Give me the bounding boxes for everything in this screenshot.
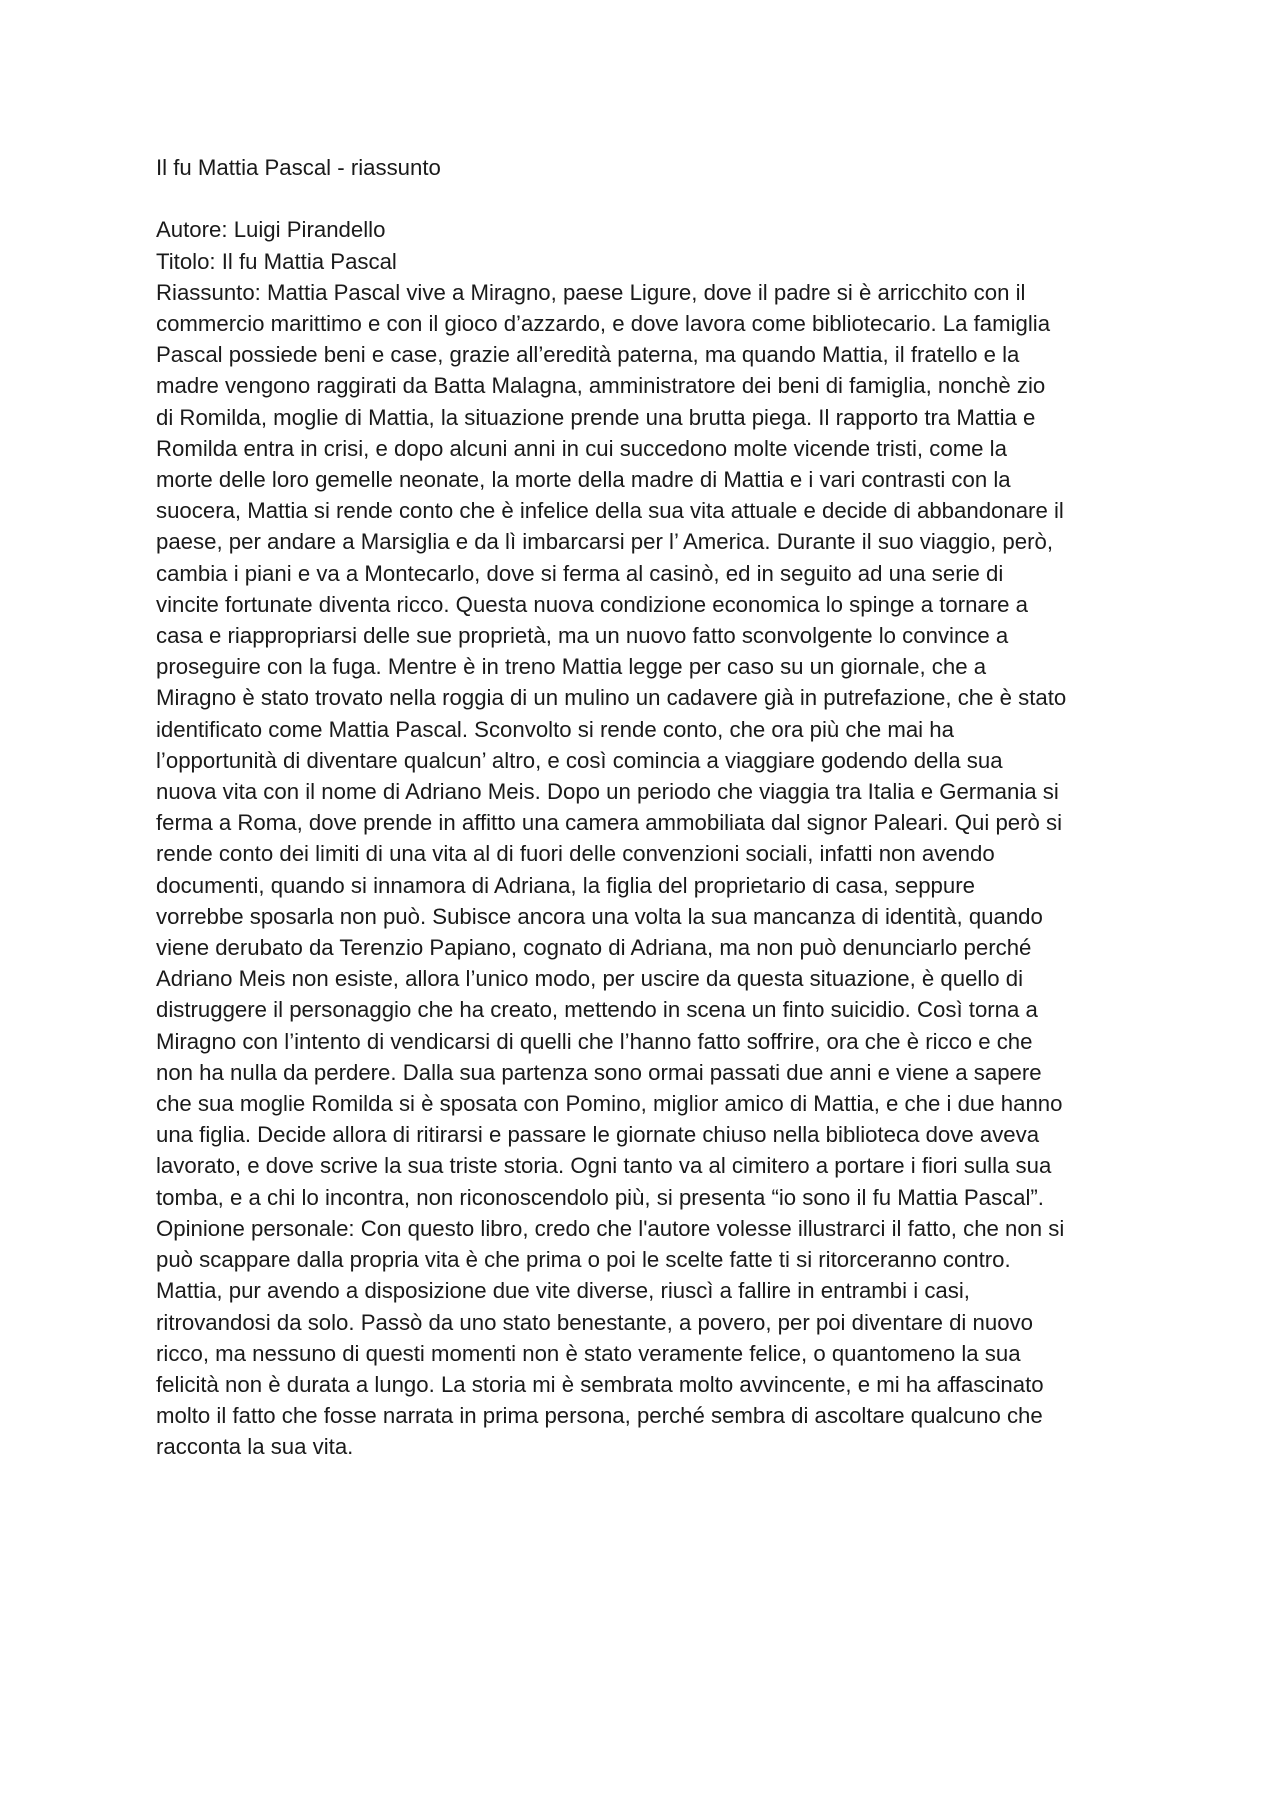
body-line: felicità non è durata a lungo. La storia mi è sembrata molto avvincente, e mi ha affascinato <box>156 1371 1044 1397</box>
body-line: Opinione personale: Con questo libro, credo che l'autore volesse illustrarci il fatto, che non si <box>156 1215 1065 1241</box>
body-line: cambia i piani e va a Montecarlo, dove si ferma al casinò, ed in seguito ad una serie di <box>156 560 1004 586</box>
body-line: viene derubato da Terenzio Papiano, cognato di Adriana, ma non può denunciarlo perché <box>156 935 1032 961</box>
body-line: paese, per andare a Marsiglia e da lì imbarcarsi per l’ America. Durante il suo viaggio, però, <box>156 529 1053 555</box>
body-line: Adriano Meis non esiste, allora l’unico modo, per uscire da questa situazione, è quello di <box>156 966 1024 992</box>
body-line: Pascal possiede beni e case, grazie all’eredità paterna, ma quando Mattia, il fratello e la <box>156 342 1020 368</box>
body-line: identificato come Mattia Pascal. Sconvolto si rende conto, che ora più che mai ha <box>156 716 954 742</box>
document-title: Il fu Mattia Pascal - riassunto <box>156 155 441 180</box>
author-line: Autore: Luigi Pirandello <box>156 217 386 243</box>
body-line: Romilda entra in crisi, e dopo alcuni anni in cui succedono molte vicende tristi, come la <box>156 435 1007 461</box>
body-line: distruggere il personaggio che ha creato, mettendo in scena un finto suicidio. Così torna a <box>156 997 1038 1023</box>
body-line: Miragno è stato trovato nella roggia di un mulino un cadavere già in putrefazione, che è stato <box>156 685 1067 711</box>
body-line: l’opportunità di diventare qualcun’ altro, e così comincia a viaggiare godendo della sua <box>156 747 1003 773</box>
body-line: una figlia. Decide allora di ritirarsi e passare le giornate chiuso nella biblioteca dove aveva <box>156 1122 1040 1148</box>
body-line: può scappare dalla propria vita è che prima o poi le scelte fatte ti si ritorceranno contro. <box>156 1247 1011 1273</box>
summary-body <box>156 277 1146 1463</box>
body-line: che sua moglie Romilda si è sposata con Pomino, miglior amico di Mattia, e che i due hanno <box>156 1091 1063 1117</box>
body-line: vincite fortunate diventa ricco. Questa nuova condizione economica lo spinge a tornare a <box>156 591 1028 617</box>
body-line: madre vengono raggirati da Batta Malagna, amministratore dei beni di famiglia, nonchè zio <box>156 373 1046 399</box>
body-line: nuova vita con il nome di Adriano Meis. Dopo un periodo che viaggia tra Italia e Germania si <box>156 779 1059 805</box>
title-line: Titolo: Il fu Mattia Pascal <box>156 248 397 274</box>
body-line: proseguire con la fuga. Mentre è in treno Mattia legge per caso su un giornale, che a <box>156 654 987 680</box>
body-line: ferma a Roma, dove prende in affitto una camera ammobiliata dal signor Paleari. Qui però si <box>156 810 1063 836</box>
body-line: tomba, e a chi lo incontra, non riconoscendolo più, si presenta “io sono il fu Mattia Pascal”. <box>156 1184 1044 1210</box>
body-line: lavorato, e dove scrive la sua triste storia. Ogni tanto va al cimitero a portare i fiori sulla sua <box>156 1153 1052 1179</box>
body-line: vorrebbe sposarla non può. Subisce ancora una volta la sua mancanza di identità, quando <box>156 903 1043 929</box>
body-line: morte delle loro gemelle neonate, la morte della madre di Mattia e i vari contrasti con la <box>156 467 1011 493</box>
body-line: racconta la sua vita. <box>156 1434 354 1460</box>
body-line: Riassunto: Mattia Pascal vive a Miragno, paese Ligure, dove il padre si è arricchito con il <box>156 279 1026 305</box>
body-line: commercio marittimo e con il gioco d’azzardo, e dove lavora come bibliotecario. La famiglia <box>156 311 1051 336</box>
document-content <box>156 152 1146 1463</box>
body-line: casa e riappropriarsi delle sue proprietà, ma un nuovo fatto sconvolgente lo convince a <box>156 623 1009 649</box>
body-line: di Romilda, moglie di Mattia, la situazione prende una brutta piega. Il rapporto tra Mattia e <box>156 404 1036 430</box>
body-line: non ha nulla da perdere. Dalla sua partenza sono ormai passati due anni e viene a sapere <box>156 1059 1042 1085</box>
body-line: Miragno con l’intento di vendicarsi di quelli che l’hanno fatto soffrire, ora che è ricco e che <box>156 1028 1033 1054</box>
body-line: suocera, Mattia si rende conto che è infelice della sua vita attuale e decide di abbandonare il <box>156 498 1064 524</box>
body-line: Mattia, pur avendo a disposizione due vite diverse, riuscì a fallire in entrambi i casi, <box>156 1278 970 1304</box>
body-line: ricco, ma nessuno di questi momenti non è stato veramente felice, o quantomeno la sua <box>156 1340 1021 1366</box>
body-line: molto il fatto che fosse narrata in prima persona, perché sembra di ascoltare qualcuno che <box>156 1403 1043 1429</box>
body-line: documenti, quando si innamora di Adriana, la figlia del proprietario di casa, seppure <box>156 872 975 898</box>
body-line: rende conto dei limiti di una vita al di fuori delle convenzioni sociali, infatti non avendo <box>156 841 995 867</box>
body-line: ritrovandosi da solo. Passò da uno stato benestante, a povero, per poi diventare di nuovo <box>156 1309 1033 1335</box>
